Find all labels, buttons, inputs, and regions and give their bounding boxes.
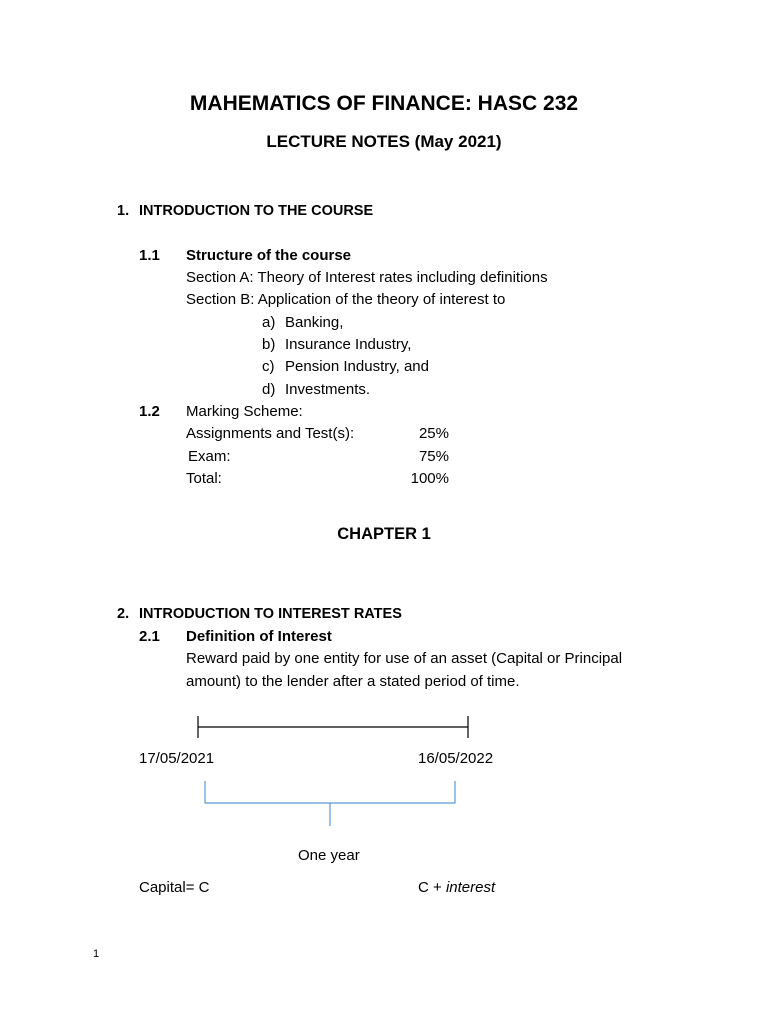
chapter-heading: CHAPTER 1 — [337, 525, 431, 543]
document-subtitle: LECTURE NOTES (May 2021) — [266, 132, 502, 151]
marking-value: 25% — [418, 425, 449, 442]
subsection-1-2-number: 1.2 — [139, 403, 160, 420]
definition-line-1: Reward paid by one entity for use of an asset (Capital or Principal — [186, 650, 623, 667]
period-label: One year — [298, 847, 360, 864]
marking-value: 75% — [418, 448, 449, 465]
marking-value: 100% — [410, 470, 449, 487]
subsection-1-1-heading: Structure of the course — [186, 247, 352, 264]
end-value-label — [418, 879, 495, 896]
definition-line-2: amount) to the lender after a stated period of time. — [186, 673, 520, 690]
list-item-marker: c) — [262, 358, 275, 375]
section-2-number: 2. — [117, 606, 130, 622]
list-item-marker: b) — [262, 336, 276, 353]
document-title: MAHEMATICS OF FINANCE: HASC 232 — [189, 92, 579, 115]
list-item-text: Pension Industry, and — [285, 358, 429, 375]
structure-line-1: Section A: Theory of Interest rates including definitions — [186, 269, 548, 286]
subsection-1-2-heading: Marking Scheme: — [186, 403, 303, 420]
subsection-1-1-number: 1.1 — [139, 247, 160, 264]
marking-label: Exam: — [188, 448, 231, 465]
structure-line-2: Section B: Application of the theory of interest to — [186, 291, 506, 308]
marking-label: Assignments and Test(s): — [186, 425, 355, 442]
capital-label: Capital= C — [139, 879, 210, 896]
section-1-heading: INTRODUCTION TO THE COURSE — [139, 203, 374, 219]
list-item-text: Insurance Industry, — [285, 336, 412, 353]
timeline-line — [198, 716, 468, 738]
end-value-prefix: C + — [418, 879, 446, 896]
marking-label: Total: — [186, 470, 222, 487]
list-item-marker: d) — [262, 381, 276, 398]
list-item-marker: a) — [262, 314, 276, 331]
subsection-2-1-number: 2.1 — [139, 628, 160, 645]
page-number: 1 — [93, 948, 100, 960]
end-date: 16/05/2022 — [418, 750, 494, 767]
subsection-2-1-heading: Definition of Interest — [186, 628, 332, 645]
start-date: 17/05/2021 — [139, 750, 215, 767]
one-year-bracket — [205, 781, 455, 826]
section-2-heading: INTRODUCTION TO INTEREST RATES — [139, 606, 402, 622]
section-1-number: 1. — [117, 203, 130, 219]
interest-term: interest — [445, 879, 496, 896]
list-item-text: Banking, — [285, 314, 344, 331]
list-item-text: Investments. — [285, 381, 371, 398]
